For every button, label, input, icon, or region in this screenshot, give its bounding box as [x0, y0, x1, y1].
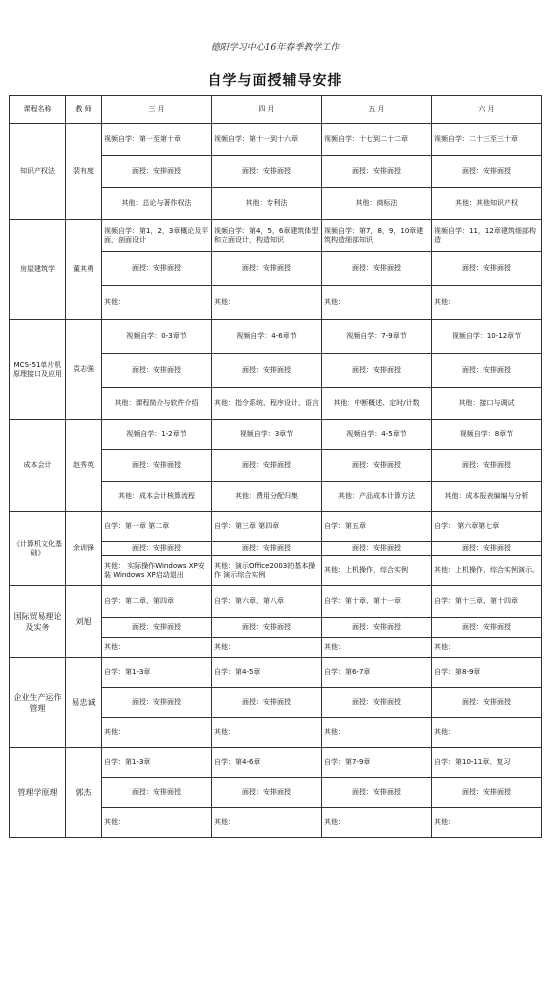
table-header-row [10, 96, 542, 124]
schedule-cell-video-row: 视频自学：第7，8，9，10章建筑构造细部知识 [322, 220, 432, 252]
schedule-cell-other-row: 其他：总论与著作权法 [102, 188, 212, 220]
schedule-cell-video-row: 自学：第7-9章 [322, 748, 432, 778]
schedule-cell-lecture-row: 面授：安排面授 [432, 252, 542, 286]
schedule-cell-video-row: 自学： 第六章第七章 [432, 512, 542, 542]
schedule-cell-lecture-row: 面授：安排面授 [212, 542, 322, 556]
page-title: 自学与面授辅导安排 [207, 73, 343, 89]
table-row [10, 658, 542, 688]
schedule-cell-lecture-row: 面授：安排面授 [102, 450, 212, 482]
schedule-cell-lecture-row: 面授：安排面授 [322, 252, 432, 286]
schedule-cell-lecture-row: 面授：安排面授 [102, 618, 212, 638]
teacher-name: 裴有度 [66, 124, 102, 220]
schedule-cell-other-row: 其他： [432, 286, 542, 320]
teacher-name: 郭杰 [66, 748, 102, 838]
schedule-cell-lecture-row: 面授：安排面授 [432, 354, 542, 388]
schedule-cell-video-row: 视频自学：0-3章节 [102, 320, 212, 354]
schedule-cell-lecture-row: 面授：安排面授 [322, 354, 432, 388]
schedule-cell-other-row: 其他： [322, 286, 432, 320]
schedule-cell-video-row: 自学：第十章、第十一章 [322, 586, 432, 618]
schedule-cell-video-row: 自学：第6-7章 [322, 658, 432, 688]
schedule-cell-video-row: 视频自学：10-12章节 [432, 320, 542, 354]
schedule-cell-other-row: 其他：指令系统、程序设计、语言 [212, 388, 322, 420]
schedule-cell-lecture-row: 面授：安排面授 [212, 778, 322, 808]
schedule-cell-lecture-row: 面授：安排面授 [322, 156, 432, 188]
course-name: MCS-51单片机原理接口及应用 [10, 320, 66, 420]
schedule-cell-video-row: 自学：第六章、第八章 [212, 586, 322, 618]
schedule-cell-lecture-row: 面授：安排面授 [102, 542, 212, 556]
schedule-cell-video-row: 自学：第8-9章 [432, 658, 542, 688]
schedule-cell-other-row: 其他： [102, 638, 212, 658]
schedule-cell-video-row: 自学：第4-5章 [212, 658, 322, 688]
schedule-cell-lecture-row: 面授：安排面授 [212, 450, 322, 482]
schedule-cell-other-row: 其他： [322, 718, 432, 748]
schedule-cell-lecture-row: 面授：安排面授 [322, 688, 432, 718]
schedule-cell-lecture-row: 面授：安排面授 [432, 542, 542, 556]
schedule-cell-video-row: 视频自学：11，12章建筑细部构造 [432, 220, 542, 252]
schedule-cell-other-row: 其他：成本报表编编与分析 [432, 482, 542, 512]
header-course: 课程名称 [10, 96, 66, 124]
schedule-cell-video-row: 视频自学：十七到二十二章 [322, 124, 432, 156]
schedule-cell-video-row: 视频自学：8章节 [432, 420, 542, 450]
schedule-cell-other-row: 其他：成本会计核算流程 [102, 482, 212, 512]
schedule-cell-other-row: 其他： [322, 638, 432, 658]
schedule-cell-video-row: 视频自学：7-9章节 [322, 320, 432, 354]
schedule-cell-video-row: 视频自学：1-2章节 [102, 420, 212, 450]
schedule-cell-video-row: 视频自学：第1，2，3章概论及平面，剖面设计 [102, 220, 212, 252]
teacher-name: 易忠诚 [66, 658, 102, 748]
schedule-cell-video-row: 自学：第五章 [322, 512, 432, 542]
schedule-cell-other-row: 其他： [102, 286, 212, 320]
schedule-cell-lecture-row: 面授：安排面授 [102, 354, 212, 388]
schedule-cell-video-row: 视频自学：第一至第十章 [102, 124, 212, 156]
schedule-cell-lecture-row: 面授：安排面授 [212, 618, 322, 638]
schedule-cell-lecture-row: 面授：安排面授 [432, 688, 542, 718]
teacher-name: 余训锋 [66, 512, 102, 586]
teacher-name: 赵秀英 [66, 420, 102, 512]
teacher-name: 刘旭 [66, 586, 102, 658]
schedule-cell-lecture-row: 面授：安排面授 [432, 778, 542, 808]
course-name: 成本会计 [10, 420, 66, 512]
table-row [10, 420, 542, 450]
schedule-cell-lecture-row: 面授：安排面授 [432, 156, 542, 188]
schedule-cell-other-row: 其他：费用分配归集 [212, 482, 322, 512]
table-row [10, 124, 542, 156]
table-row [10, 512, 542, 542]
schedule-cell-video-row: 自学：第1-3章 [102, 658, 212, 688]
schedule-cell-lecture-row: 面授：安排面授 [102, 156, 212, 188]
schedule-cell-other-row: 其他： [432, 638, 542, 658]
course-name: 《计算机文化基础》 [10, 512, 66, 586]
schedule-cell-other-row: 其他：接口与调试 [432, 388, 542, 420]
schedule-cell-other-row: 其他：课程简介与软件介绍 [102, 388, 212, 420]
schedule-cell-other-row: 其他：其他知识产权 [432, 188, 542, 220]
document-header: 德阳学习中心16年春季教学工作 [210, 43, 340, 53]
teacher-name: 董其勇 [66, 220, 102, 320]
header-teacher: 教 师 [66, 96, 102, 124]
schedule-cell-other-row: 其他： [432, 718, 542, 748]
schedule-cell-other-row: 其他： 实际操作Windows XP安装 Windows XP启动退出 [102, 556, 212, 586]
schedule-cell-lecture-row: 面授：安排面授 [212, 354, 322, 388]
schedule-cell-other-row: 其他：中断概述、定时/计数 [322, 388, 432, 420]
table-row [10, 748, 542, 778]
schedule-cell-lecture-row: 面授：安排面授 [102, 778, 212, 808]
schedule-cell-other-row: 其他： [102, 718, 212, 748]
schedule-table [9, 95, 542, 838]
table-row [10, 320, 542, 354]
schedule-cell-other-row: 其他：产品成本计算方法 [322, 482, 432, 512]
schedule-cell-lecture-row: 面授：安排面授 [432, 450, 542, 482]
schedule-cell-video-row: 自学：第一章 第二章 [102, 512, 212, 542]
course-name: 房屋建筑学 [10, 220, 66, 320]
schedule-cell-lecture-row: 面授：安排面授 [212, 156, 322, 188]
header-march: 三 月 [102, 96, 212, 124]
schedule-cell-video-row: 自学：第二章、第四章 [102, 586, 212, 618]
schedule-cell-video-row: 视频自学：4-6章节 [212, 320, 322, 354]
schedule-cell-video-row: 自学：第10-11章、复习 [432, 748, 542, 778]
schedule-cell-video-row: 视频自学：4-5章节 [322, 420, 432, 450]
schedule-cell-lecture-row: 面授：安排面授 [432, 618, 542, 638]
schedule-cell-video-row: 自学：第1-3章 [102, 748, 212, 778]
schedule-cell-video-row: 视频自学：3章节 [212, 420, 322, 450]
course-name: 国际贸易理论及实务 [10, 586, 66, 658]
schedule-cell-video-row: 视频自学：第十一到十六章 [212, 124, 322, 156]
schedule-cell-other-row: 其他： [212, 808, 322, 838]
schedule-cell-video-row: 自学：第十三章、第十四章 [432, 586, 542, 618]
table-row [10, 586, 542, 618]
schedule-cell-other-row: 其他：上机操作，综合实例 [322, 556, 432, 586]
course-name: 企业生产运作管理 [10, 658, 66, 748]
schedule-cell-video-row: 视频自学：二十三至三十章 [432, 124, 542, 156]
schedule-cell-other-row: 其他： [432, 808, 542, 838]
schedule-cell-other-row: 其他： [322, 808, 432, 838]
schedule-cell-lecture-row: 面授：安排面授 [322, 778, 432, 808]
schedule-cell-other-row: 其他： [212, 286, 322, 320]
schedule-cell-lecture-row: 面授：安排面授 [102, 688, 212, 718]
schedule-cell-other-row: 其他： [212, 718, 322, 748]
schedule-cell-other-row: 其他：专利法 [212, 188, 322, 220]
schedule-body [10, 124, 542, 838]
course-name: 知识产权法 [10, 124, 66, 220]
schedule-cell-video-row: 自学：第三章 第四章 [212, 512, 322, 542]
schedule-cell-lecture-row: 面授：安排面授 [212, 252, 322, 286]
header-may: 五 月 [322, 96, 432, 124]
teacher-name: 袁志强 [66, 320, 102, 420]
header-april: 四 月 [212, 96, 322, 124]
schedule-cell-lecture-row: 面授：安排面授 [322, 618, 432, 638]
schedule-cell-lecture-row: 面授：安排面授 [322, 542, 432, 556]
schedule-cell-other-row: 其他：商标法 [322, 188, 432, 220]
course-name: 管理学原理 [10, 748, 66, 838]
schedule-cell-lecture-row: 面授：安排面授 [102, 252, 212, 286]
schedule-cell-other-row: 其他： [212, 638, 322, 658]
schedule-cell-video-row: 自学：第4-6章 [212, 748, 322, 778]
schedule-cell-other-row: 其他：演示Office2003的基本操作 演示综合实例 [212, 556, 322, 586]
schedule-cell-other-row: 其他： [102, 808, 212, 838]
table-row [10, 220, 542, 252]
schedule-cell-video-row: 视频自学：第4，5，6章建筑体型和立面设计，构造知识 [212, 220, 322, 252]
schedule-cell-lecture-row: 面授：安排面授 [212, 688, 322, 718]
schedule-cell-lecture-row: 面授：安排面授 [322, 450, 432, 482]
header-june: 六 月 [432, 96, 542, 124]
schedule-cell-other-row: 其他：上机操作，综合实例演示。 [432, 556, 542, 586]
